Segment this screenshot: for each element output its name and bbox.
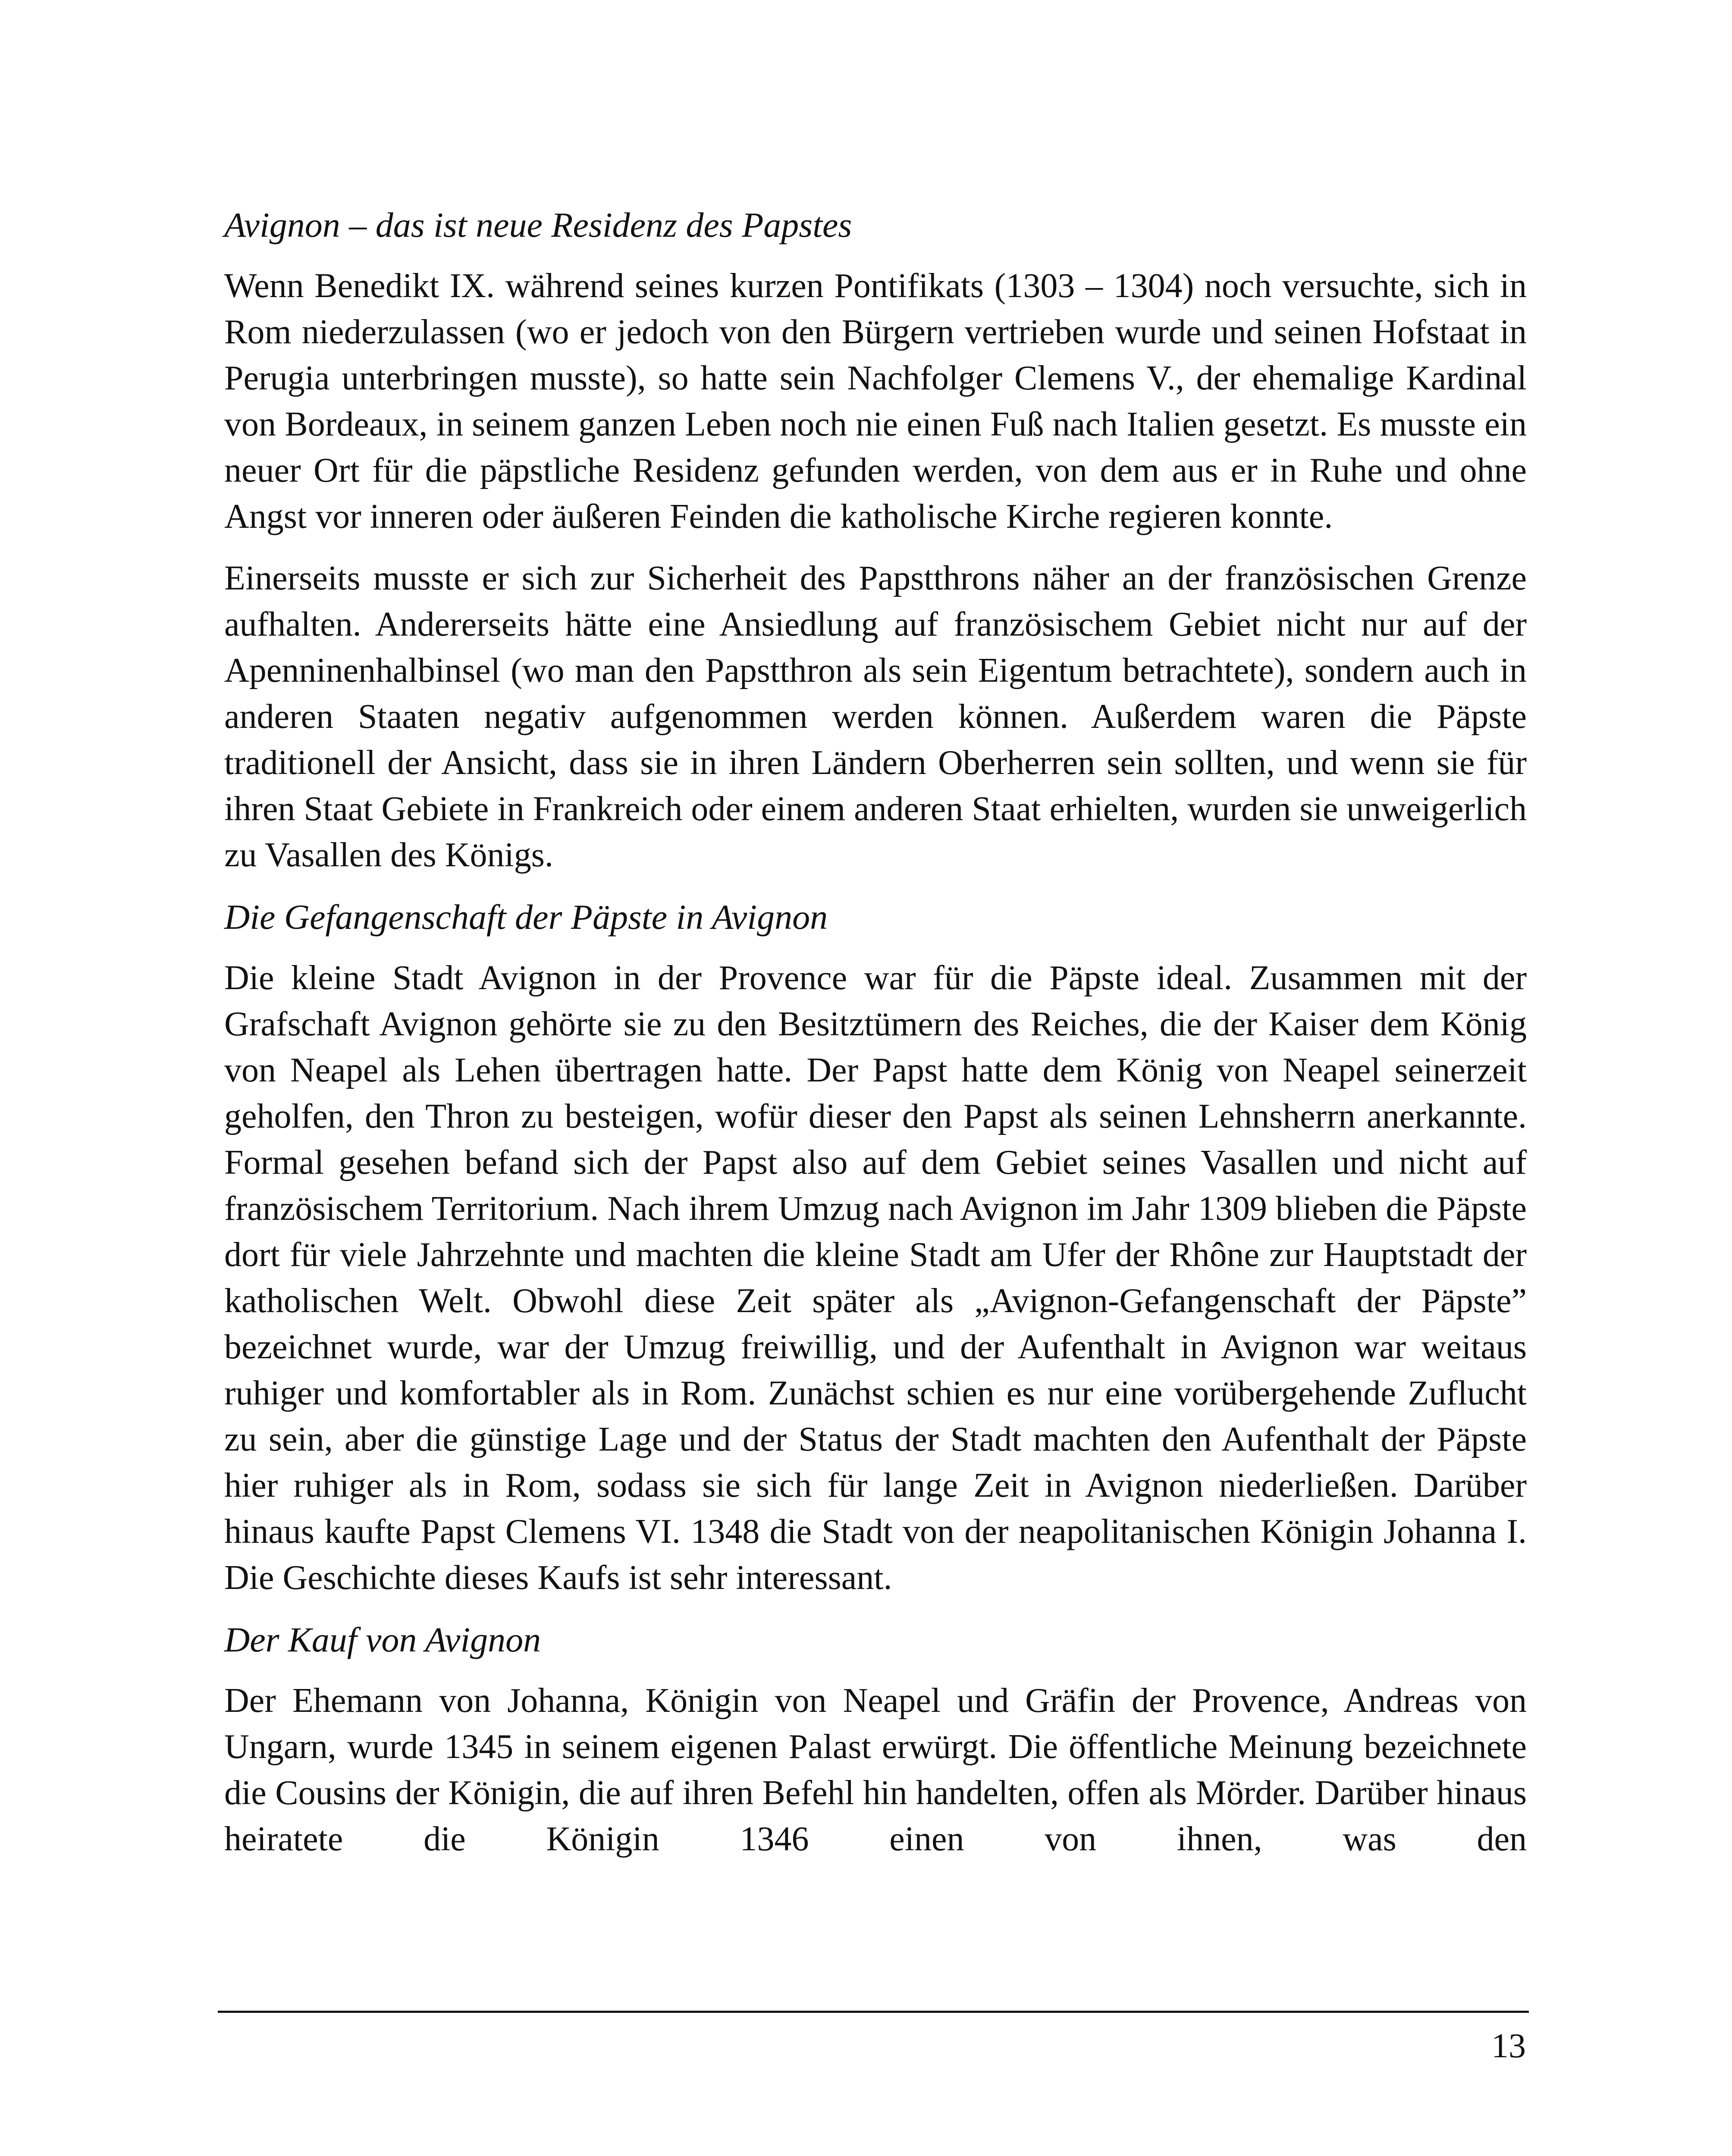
page-number: 13 [1491, 2027, 1526, 2065]
paragraph: Der Ehemann von Johanna, Königin von Neapel und Gräfin der Provence, Andreas von Ungarn, wurde 1345 in seinem eigenen Palast erwürgt. Die öffentliche Meinung bezeichnete die Cousins der Königin, die auf ihren Befehl hin handelten, offen als Mörder. Darüber hinaus heiratete die Königin 1346 einen von ihnen, was den [224, 1682, 1527, 1858]
section-heading-gefangenschaft: Die Gefangenschaft der Päpste in Avignon [224, 897, 828, 937]
paragraph: Einerseits musste er sich zur Sicherheit des Papstthrons näher an der französischen Grenze aufhalten. Andererseits hätte eine Ansiedlung auf französischem Gebiet nicht nur auf der Apenninenhalbinsel (wo man den Papstthron als sein Eigentum betrachtete), sondern auch in anderen Staaten negativ aufgenommen werden können. Außerdem waren die Päpste traditionell der Ansicht, dass sie in ihren Ländern Oberherren sein sollten, und wenn sie für ihren Staat Gebiete in Frankreich oder einem anderen Staat erhielten, wurden sie unweigerlich zu Vasallen des Königs. [224, 559, 1527, 874]
section-heading-avignon-residenz: Avignon – das ist neue Residenz des Papstes [224, 205, 852, 244]
footer-rule [218, 2011, 1529, 2013]
section-heading-kauf: Der Kauf von Avignon [224, 1620, 541, 1659]
paragraph: Wenn Benedikt IX. während seines kurzen Pontifikats (1303 – 1304) noch versuchte, sich in Rom niederzulassen (wo er jedoch von den Bürgern vertrieben wurde und seinen Hofstaat in Perugia unterbringen musste), so hatte sein Nachfolger Clemens V., der ehemalige Kardinal von Bordeaux, in seinem ganzen Leben noch nie einen Fuß nach Italien gesetzt. Es musste ein neuer Ort für die päpstliche Residenz gefunden werden, von dem aus er in Ruhe und ohne Angst vor inneren oder äußeren Feinden die katholische Kirche regieren konnte. [224, 267, 1527, 536]
page-body [224, 202, 1527, 1878]
paragraph: Die kleine Stadt Avignon in der Provence war für die Päpste ideal. Zusammen mit der Grafschaft Avignon gehörte sie zu den Besitztümern des Reiches, die der Kaiser dem König von Neapel als Lehen übertragen hatte. Der Papst hatte dem König von Neapel seinerzeit geholfen, den Thron zu besteigen, wofür dieser den Papst als seinen Lehnsherrn anerkannte. Formal gesehen befand sich der Papst also auf dem Gebiet seines Vasallen und nicht auf französischem Territorium. Nach ihrem Umzug nach Avignon im Jahr 1309 blieben die Päpste dort für viele Jahrzehnte und machten die kleine Stadt am Ufer der Rhône zur Hauptstadt der katholischen Welt. Obwohl diese Zeit später als „Avignon-Gefangenschaft der Päpste” bezeichnet wurde, war der Umzug freiwillig, und der Aufenthalt in Avignon war weitaus ruhiger und komfortabler als in Rom. Zunächst schien es nur eine vorübergehende Zuflucht zu sein, aber die günstige Lage und der Status der Stadt machten den Aufenthalt der Päpste hier ruhiger als in Rom, sodass sie sich für lange Zeit in Avignon niederließen. Darüber hinaus kaufte Papst Clemens VI. 1348 die Stadt von der neapolitanischen Königin Johanna I. Die Geschichte dieses Kaufs ist sehr interessant. [224, 959, 1527, 1597]
